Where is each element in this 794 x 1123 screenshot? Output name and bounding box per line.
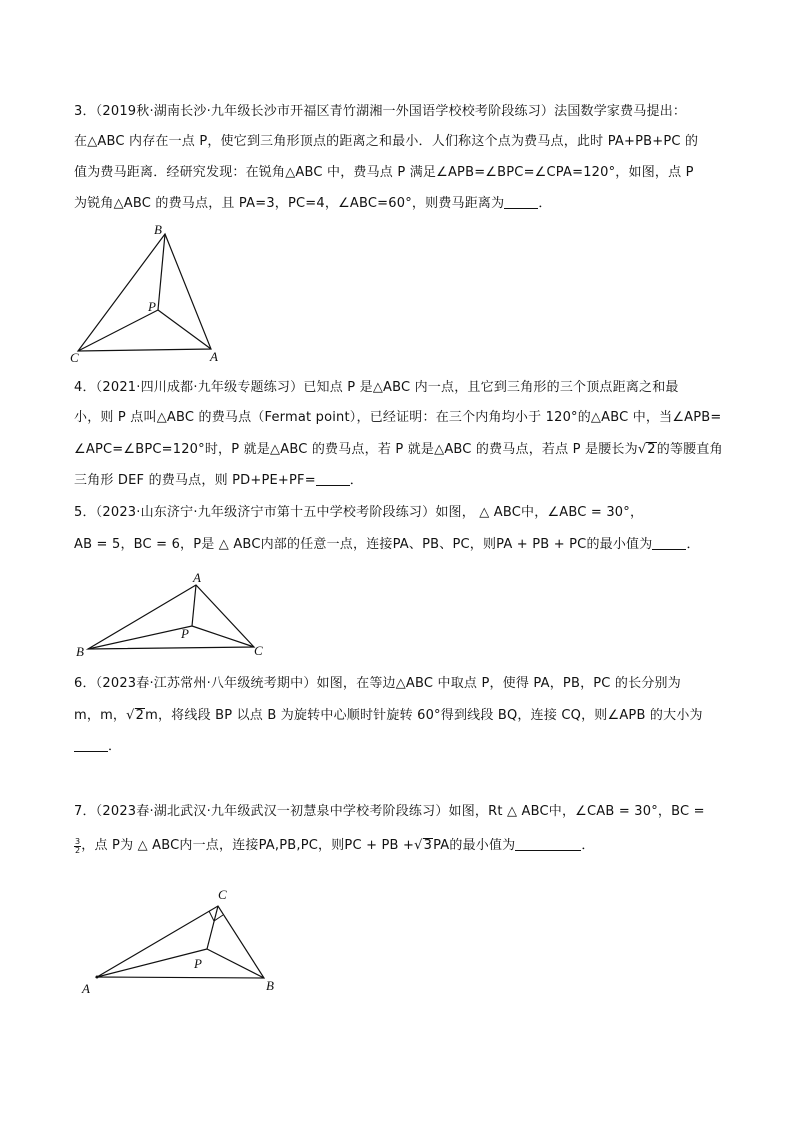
vertex-label-c: C xyxy=(70,350,79,365)
vertex-label-p: P xyxy=(148,299,156,314)
q4-line-3: ∠APC=∠BPC=120°时，P 就是△ABC 的费马点，若 P 就是△ABC 的费马点，若点 P 是腰长为√2的等腰直角 xyxy=(74,442,723,457)
answer-blank xyxy=(504,195,538,209)
q7-figure xyxy=(76,880,286,1000)
q7-line-2: $\frac{3}{2}$，点 P为 △ ABC内一点，连接PA,PB,PC，则PC + PB +√3PA的最小值为 ． xyxy=(75,837,595,855)
q3-line-4-text: 为锐角△ABC 的费马点，且 PA=3，PC=4，∠ABC=60°，则费马距离为 xyxy=(74,196,505,211)
answer-blank xyxy=(316,472,350,486)
sqrt-sign: √ xyxy=(414,838,423,853)
fraction-denominator: 2 xyxy=(75,846,81,855)
q7-line-1: 7．（2023春·湖北武汉·九年级武汉一初慧泉中学校考阶段练习）如图，Rt △ ABC中，∠CAB = 30°，BC = xyxy=(74,804,705,819)
vertex-label-c: C xyxy=(254,643,263,658)
q4-line-4: 三角形 DEF 的费马点，则 PD+PE+PF= ． xyxy=(74,473,363,488)
vertex-label-p: P xyxy=(194,956,202,971)
q3-line-4: 为锐角△ABC 的费马点，且 PA=3，PC=4，∠ABC=60°，则费马距离为 ． xyxy=(74,196,552,211)
vertex-label-b: B xyxy=(76,644,84,659)
q5-line-1: 5．（2023·山东济宁·九年级济宁市第十五中学校考阶段练习）如图， △ ABC中，∠ABC = 30°， xyxy=(74,505,644,520)
q6-line-1: 6．（2023春·江苏常州·八年级统考期中）如图，在等边△ABC 中取点 P，使得 PA，PB，PC 的长分别为 xyxy=(74,676,681,691)
vertex-label-a: A xyxy=(193,570,201,585)
sqrt-sign: √ xyxy=(637,442,647,457)
sqrt-radicand: 2 xyxy=(647,442,656,457)
q6-line-2: m，m，√2m，将线段 BP 以点 B 为旋转中心顺时针旋转 60°得到线段 BQ，连接 CQ，则∠APB 的大小为 xyxy=(74,708,703,723)
q5-figure xyxy=(74,568,274,663)
q4-line-1: 4．（2021·四川成都·九年级专题练习）已知点 P 是△ABC 内一点，且它到三角形的三个顶点距离之和最 xyxy=(74,380,679,395)
q4-line-2: 小，则 P 点叫△ABC 的费马点（Fermat point），已经证明：在三个内角均小于 120°的△ABC 中，当∠APB= xyxy=(74,410,722,425)
sqrt-radicand: 2 xyxy=(135,708,145,723)
vertex-label-c: C xyxy=(218,887,227,902)
vertex-label-b: B xyxy=(154,222,162,237)
q3-figure xyxy=(68,222,228,365)
q6-line-3: ． xyxy=(74,737,121,757)
sqrt-sign: √ xyxy=(126,708,135,723)
fraction-numerator: 3 xyxy=(75,837,81,846)
q3-line-3: 值为费马距离．经研究发现：在锐角△ABC 中，费马点 P 满足∠APB=∠BPC=∠CPA=120°，如图，点 P xyxy=(74,165,694,180)
q3-line-1: 3．（2019秋·湖南长沙·九年级长沙市开福区青竹湖湘一外国语学校校考阶段练习）法国数学家费马提出： xyxy=(74,104,687,119)
vertex-label-p: P xyxy=(181,626,189,641)
vertex-label-a: A xyxy=(210,349,218,364)
answer-blank xyxy=(652,536,686,550)
q5-line-2: AB = 5，BC = 6，P是 △ ABC内部的任意一点，连接PA、PB、PC，则PA + PB + PC的最小值为 ． xyxy=(74,537,700,552)
sqrt-radicand: 3 xyxy=(423,838,433,853)
vertex-label-a: A xyxy=(82,981,90,996)
q3-line-2: 在△ABC 内存在一点 P，使它到三角形顶点的距离之和最小．人们称这个点为费马点，此时 PA+PB+PC 的 xyxy=(74,134,699,149)
answer-blank xyxy=(74,738,108,752)
vertex-label-b: B xyxy=(266,978,274,993)
answer-blank xyxy=(515,837,581,851)
